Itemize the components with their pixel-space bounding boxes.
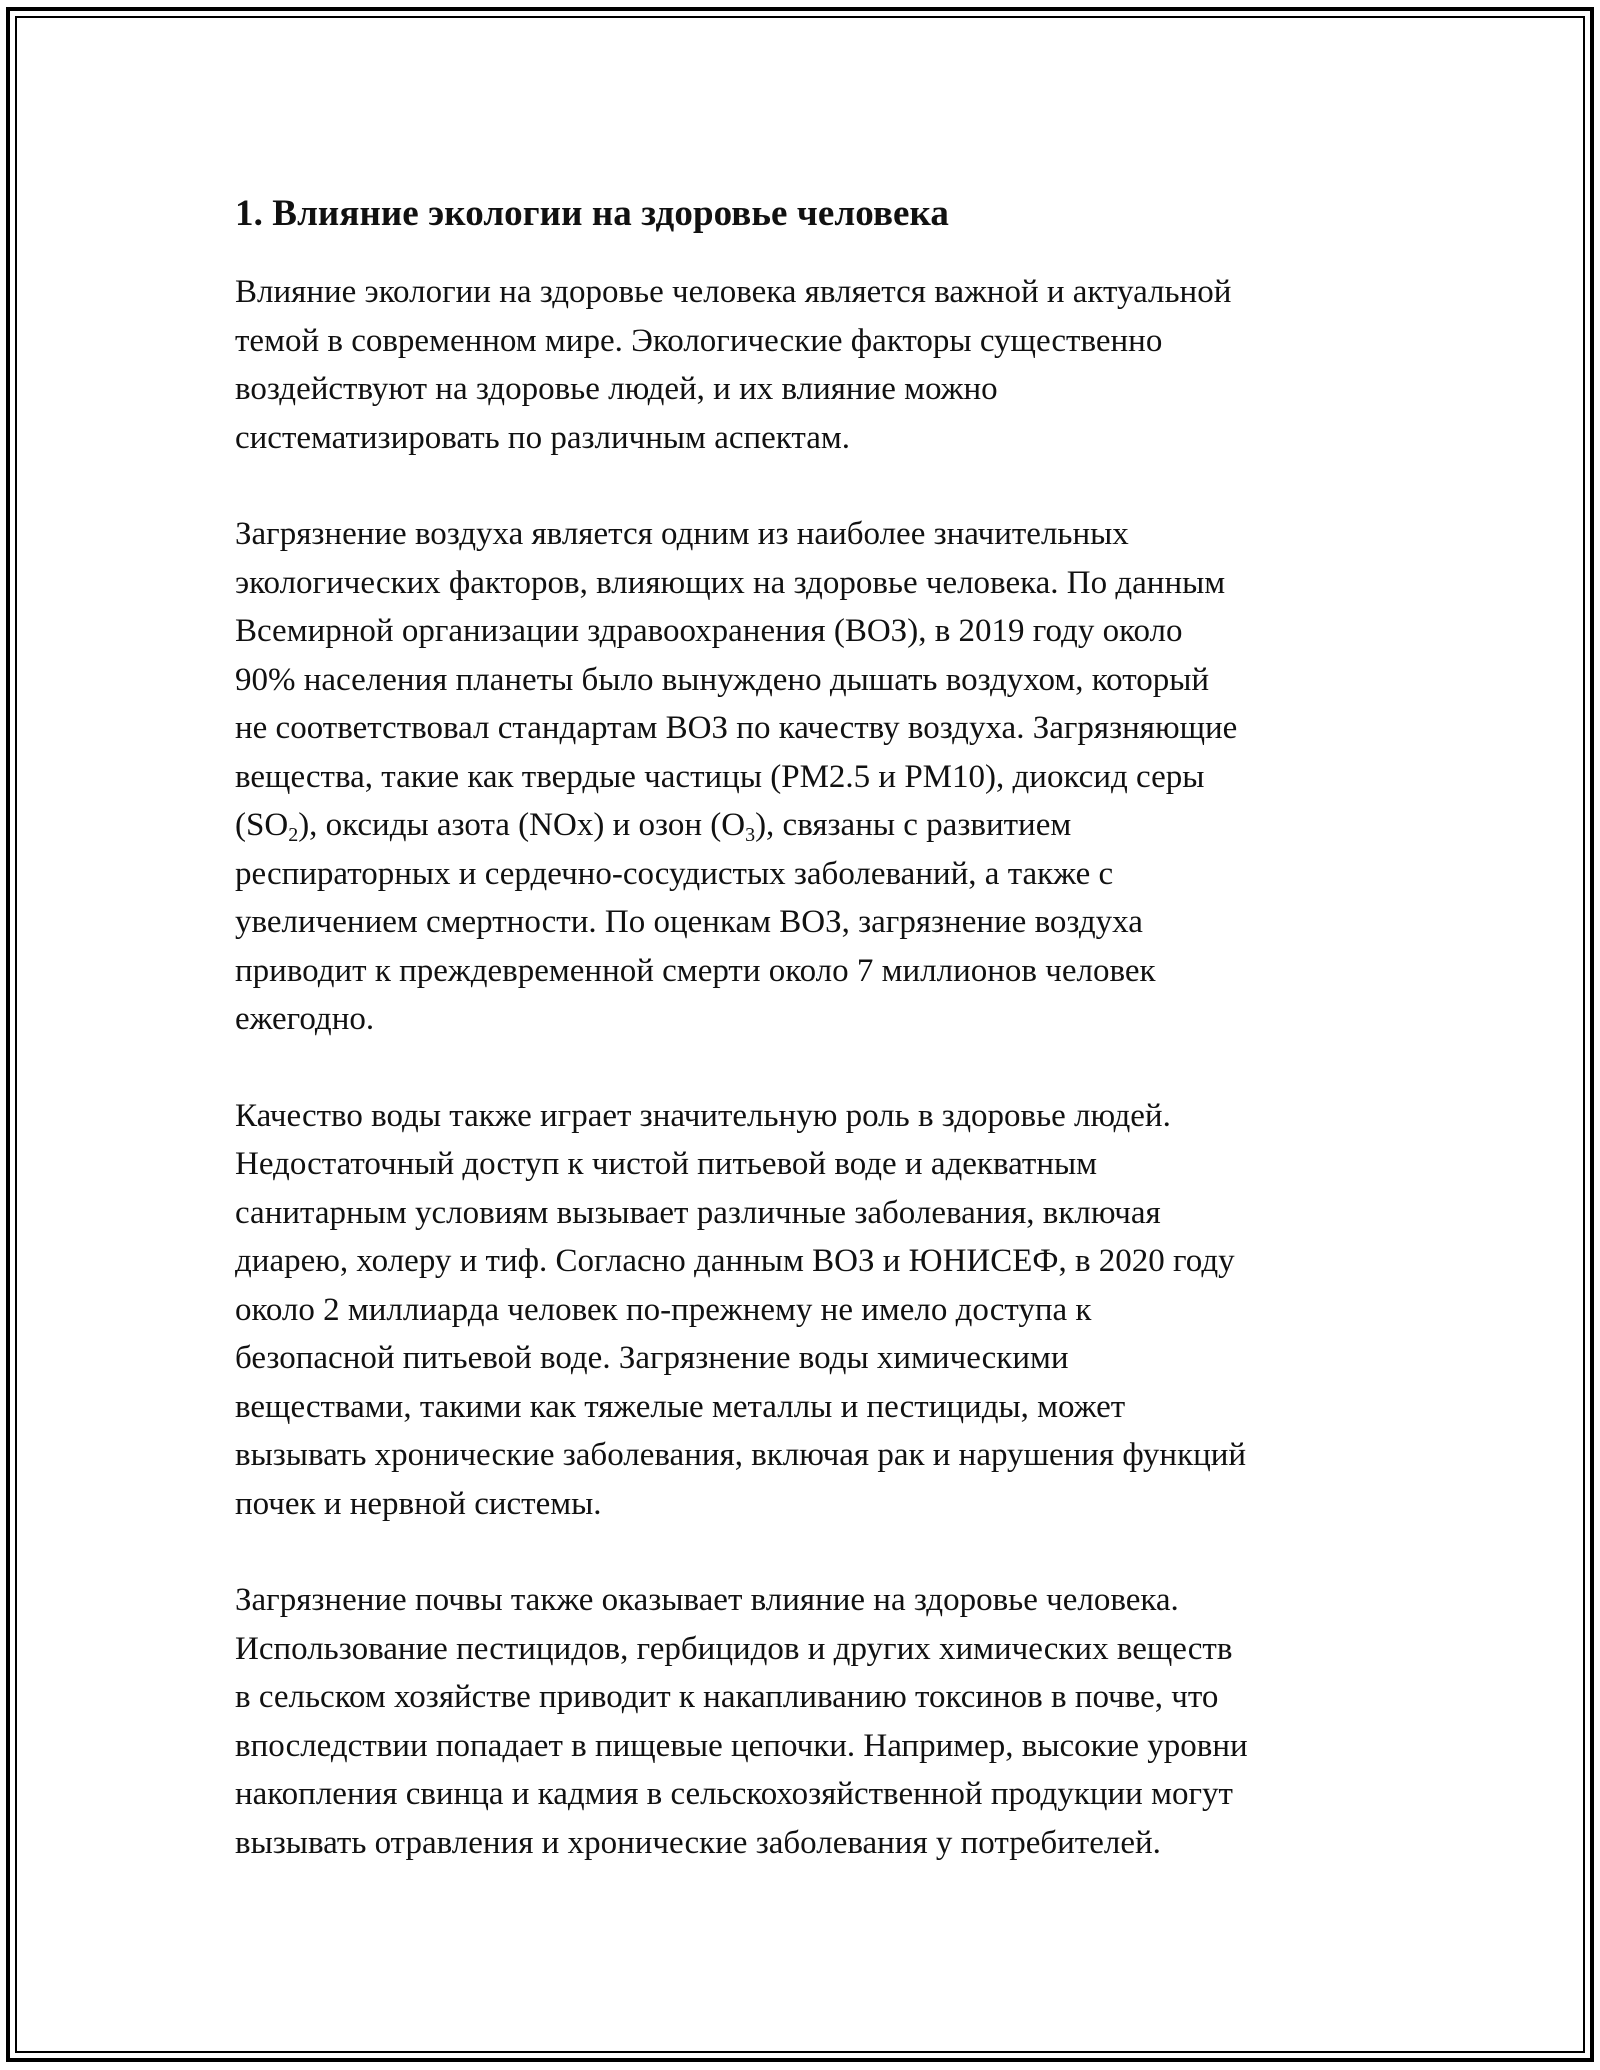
text-line: Влияние экологии на здоровье человека является важной и актуальной [235, 274, 1232, 310]
text-line: в сельском хозяйстве приводит к накапливанию токсинов в почве, что [235, 1679, 1219, 1715]
text-line: почек и нервной системы. [235, 1485, 602, 1522]
text-line: воздействуют на здоровье людей, и их влияние можно [235, 371, 998, 407]
text-line: темой в современном мире. Экологические факторы существенно [235, 322, 1163, 359]
text-line: Всемирной организации здравоохранения (ВОЗ), в 2019 году около [235, 613, 1183, 649]
text-run: (SO [235, 807, 289, 843]
text-line: Недостаточный доступ к чистой питьевой воде и адекватным [235, 1146, 1098, 1182]
text-line: респираторных и сердечно-сосудистых заболеваний, а также с [235, 855, 1114, 892]
text-line: впоследствии попадает в пищевые цепочки. Например, высокие уровни [235, 1727, 1248, 1764]
paragraph-air-pollution [235, 510, 1385, 1044]
subscript-3: 3 [745, 824, 756, 846]
text-line: вызывать хронические заболевания, включая рак и нарушения функций [235, 1437, 1247, 1473]
text-line: около 2 миллиарда человек по-прежнему не имело доступа к [235, 1291, 1092, 1328]
text-line: санитарным условиям вызывает различные заболевания, включая [235, 1194, 1161, 1231]
subscript-2: 2 [288, 824, 299, 846]
text-line: вещества, такие как твердые частицы (PM2.5 и PM10), диоксид серы [235, 758, 1205, 795]
paragraph-water-quality [235, 1092, 1385, 1529]
section-heading: 1. Влияние экологии на здоровье человека [235, 193, 950, 234]
paragraph-soil-pollution [235, 1576, 1385, 1867]
text-line: вызывать отравления и хронические заболевания у потребителей. [235, 1824, 1161, 1861]
text-run: ), связаны с развитием [755, 807, 1072, 843]
text-line: Использование пестицидов, гербицидов и других химических веществ [235, 1630, 1233, 1667]
text-run: ), оксиды азота (NOx) и озон (O [298, 807, 746, 843]
text-line: приводит к преждевременной смерти около 7 миллионов человек [235, 952, 1156, 989]
text-line: Загрязнение почвы также оказывает влияние на здоровье человека. [235, 1582, 1179, 1618]
text-line: увеличением смертности. По оценкам ВОЗ, загрязнение воздуха [235, 904, 1143, 940]
chemical-formula-line [235, 801, 1385, 850]
text-line: веществами, такими как тяжелые металлы и пестициды, может [235, 1388, 1126, 1425]
text-line: диарею, холеру и тиф. Согласно данным ВОЗ и ЮНИСЕФ, в 2020 году [235, 1243, 1235, 1279]
text-line: не соответствовал стандартам ВОЗ по качеству воздуха. Загрязняющие [235, 710, 1238, 746]
paragraph-intro [235, 268, 1385, 462]
text-line: 90% населения планеты было вынуждено дышать воздухом, который [235, 661, 1210, 698]
text-line: Качество воды также играет значительную роль в здоровье людей. [235, 1097, 1171, 1134]
text-line: систематизировать по различным аспектам. [235, 419, 850, 456]
text-line: экологических факторов, влияющих на здоровье человека. По данным [235, 564, 1226, 601]
text-line: Загрязнение воздуха является одним из наиболее значительных [235, 516, 1129, 552]
document-body [235, 186, 1385, 1915]
text-line: ежегодно. [235, 1001, 375, 1037]
text-line: безопасной питьевой воде. Загрязнение воды химическими [235, 1340, 1069, 1376]
text-line: накопления свинца и кадмия в сельскохозяйственной продукции могут [235, 1776, 1233, 1812]
